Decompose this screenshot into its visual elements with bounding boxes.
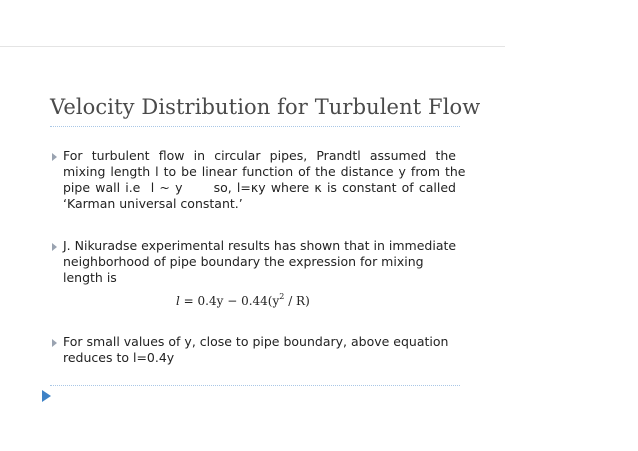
bullet-paragraph-3: [63, 334, 463, 366]
triangle-bullet-icon: [52, 339, 57, 347]
mixing-length-equation: [176, 294, 310, 308]
bullet-1-line-1: For turbulent flow in circular pipes, Prandtl assumed the: [63, 148, 456, 163]
bullet-1-line-4: ‘Karman universal constant.’: [63, 196, 243, 211]
slide-title: Velocity Distribution for Turbulent Flow: [50, 95, 481, 119]
bullet-paragraph-1: [63, 148, 466, 212]
triangle-bullet-icon: [52, 243, 57, 251]
bullet-2-line-1: J. Nikuradse experimental results has shown that in immediate: [63, 238, 457, 253]
bullet-3-line-1: For small values of y, close to pipe boundary, above equation: [63, 334, 449, 349]
bullet-3-line-2: reduces to l=0.4y: [63, 350, 175, 365]
bullet-1-line-3: pipe wall i.e l ~ y so, l=κy where κ is constant of called: [63, 180, 456, 195]
equation-lhs: l: [176, 294, 180, 308]
bullet-1-line-2: mixing length l to be linear function of the distance y from the: [63, 164, 466, 179]
bullet-2-line-3: length is: [63, 270, 117, 285]
top-divider: [0, 46, 505, 47]
triangle-bullet-icon: [52, 153, 57, 161]
bullet-paragraph-2: [63, 238, 463, 286]
equation-rhs-part-2: / R): [284, 294, 310, 308]
equation-rhs-part-1: = 0.4y − 0.44(y: [183, 294, 280, 308]
equation-exponent: 2: [279, 292, 285, 301]
bottom-divider: [50, 385, 460, 386]
bullet-2-line-2: neighborhood of pipe boundary the expression for mixing: [63, 254, 424, 269]
play-arrow-icon[interactable]: [42, 390, 51, 402]
title-underline: [50, 126, 460, 127]
